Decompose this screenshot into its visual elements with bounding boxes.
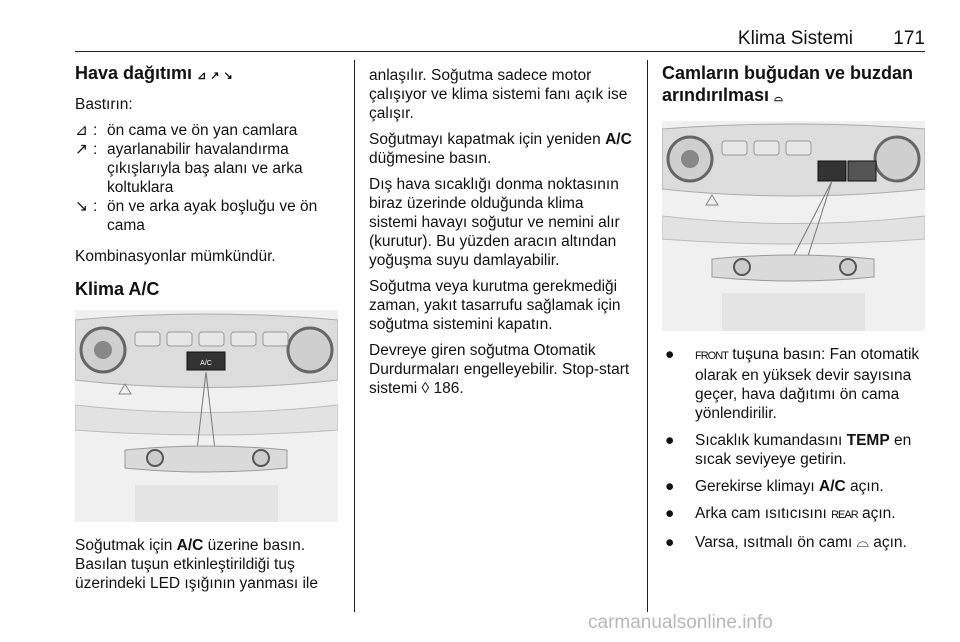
list-text: açın. xyxy=(857,505,896,522)
list-text: Sıcaklık kumandasını xyxy=(695,432,847,449)
list-text: Varsa, ısıtmalı ön camı xyxy=(695,534,857,551)
paragraph: Soğutma veya kurutma gerekmediği zaman, yakıt tasarrufu sağlamak için soğutma sistemini kapatın. xyxy=(369,278,621,333)
windscreen-air-icon: ⊿ xyxy=(197,70,206,82)
windscreen-air-icon: ⊿ xyxy=(75,122,88,139)
paragraph-bold: A/C xyxy=(605,131,632,148)
list-item-text xyxy=(695,345,925,423)
list-item xyxy=(662,477,925,496)
list-text: açın. xyxy=(845,478,884,495)
caption-text: üzerine basın. Basılan tuşun etkinleştirildiği tuş üzerindeki LED ışığının yanması ile xyxy=(75,537,318,592)
climate-panel-photo xyxy=(75,310,338,522)
bullet-icon: ● xyxy=(665,505,675,522)
foot-air-icon: ↘ xyxy=(223,70,232,82)
paragraph xyxy=(369,130,634,168)
column-2 xyxy=(369,66,634,405)
front-defrost-icon: ⌓ xyxy=(774,92,782,104)
list-text: açın. xyxy=(868,534,907,551)
list-item xyxy=(662,504,925,525)
page-number: 171 xyxy=(893,28,925,49)
paragraph-text: Devreye giren soğutma Otomatik Durdurmaları engelleyebilir. Stop-start sistemi xyxy=(369,342,630,397)
heading-air-distribution xyxy=(75,62,340,87)
column-divider xyxy=(354,60,355,612)
list-text: tuşuna basın: Fan otomatik olarak en yüksek devir sayısına geçer, hava dağıtımı ön cama yönlendirilir. xyxy=(695,346,920,422)
foot-air-icon: ↘ xyxy=(75,198,88,215)
head-air-icon: ↗ xyxy=(210,70,219,82)
list-text: Arka cam ısıtıcısını xyxy=(695,505,832,522)
list-item-text xyxy=(695,477,925,496)
bullet-list xyxy=(662,345,925,552)
paragraph: anlaşılır. Soğutma sadece motor çalışıyor ve klima sistemi fanı açık ise çalışır. xyxy=(369,67,628,122)
paragraph: Dış hava sıcaklığı donma noktasının biraz üzerinde olduğunda klima sistemi havayı soğutur ve nemini alır (kurutur). Bu yüzden aracın altından yoğuşma suyu damlayabilir. xyxy=(369,176,620,269)
list-text: Gerekirse klimayı xyxy=(695,478,820,495)
heading-defrost xyxy=(662,62,925,109)
bullet-icon: ● xyxy=(665,478,675,495)
page-header xyxy=(75,26,925,52)
section-title: Klima Sistemi xyxy=(737,28,853,49)
watermark: carmanualsonline.info xyxy=(588,612,773,633)
defrost-panel-illustration xyxy=(662,121,925,331)
bullet-icon: ● xyxy=(665,432,675,449)
caption-bold: A/C xyxy=(176,537,204,554)
column-3 xyxy=(662,62,925,560)
combinations-note: Kombinasyonlar mümkündür. xyxy=(75,248,276,265)
def-text: ön cama ve ön yan camlara xyxy=(107,122,298,139)
climate-panel-illustration xyxy=(75,310,338,522)
rear-defrost-icon: REAR xyxy=(831,509,858,521)
def-text: ön ve arka ayak boşluğu ve ön cama xyxy=(107,198,318,234)
column-1 xyxy=(75,62,340,600)
heading-text: Hava dağıtımı xyxy=(75,63,193,83)
list-item-text xyxy=(695,431,925,469)
list-item-text xyxy=(695,533,925,552)
paragraph-text: Soğutmayı kapatmak için yeniden xyxy=(369,131,606,148)
def-row: ⊿ : ön cama ve ön yan camlara xyxy=(75,121,340,140)
press-label: Bastırın: xyxy=(75,96,133,113)
bullet-icon: ● xyxy=(665,534,675,551)
bullet-icon: ● xyxy=(665,346,675,363)
def-row: ↗ : ayarlanabilir havalandırma çıkışlarıyla baş alanı ve arka koltuklara xyxy=(75,140,340,197)
ac-button-label: A/C xyxy=(200,360,212,367)
ac-caption xyxy=(75,536,340,593)
list-item xyxy=(662,533,925,552)
list-item-text xyxy=(695,504,925,525)
def-text: ayarlanabilir havalandırma çıkışlarıyla baş alanı ve arka koltuklara xyxy=(107,141,303,196)
paragraph xyxy=(369,341,634,398)
heated-windscreen-icon: ⌓ xyxy=(856,534,869,551)
head-air-icon: ↗ xyxy=(75,141,88,158)
list-bold: A/C xyxy=(819,478,846,495)
column-divider xyxy=(647,60,648,612)
heading-text: Camların buğudan ve buzdan arındırılması xyxy=(662,63,914,105)
list-item xyxy=(662,431,925,469)
page-reference-link[interactable]: ◊ 186. xyxy=(421,380,464,397)
header-rule xyxy=(75,51,925,52)
def-row: ↘ : ön ve arka ayak boşluğu ve ön cama xyxy=(75,197,340,235)
list-bold: TEMP xyxy=(846,432,890,449)
heading-climate-ac: Klima A/C xyxy=(75,279,160,299)
front-defrost-icon: FRONT xyxy=(695,350,728,362)
defrost-panel-photo xyxy=(662,121,925,331)
caption-text: Soğutmak için xyxy=(75,537,177,554)
paragraph-text: düğmesine basın. xyxy=(369,150,492,167)
list-text: en sıcak seviyeye getirin. xyxy=(695,432,912,468)
list-item xyxy=(662,345,925,423)
